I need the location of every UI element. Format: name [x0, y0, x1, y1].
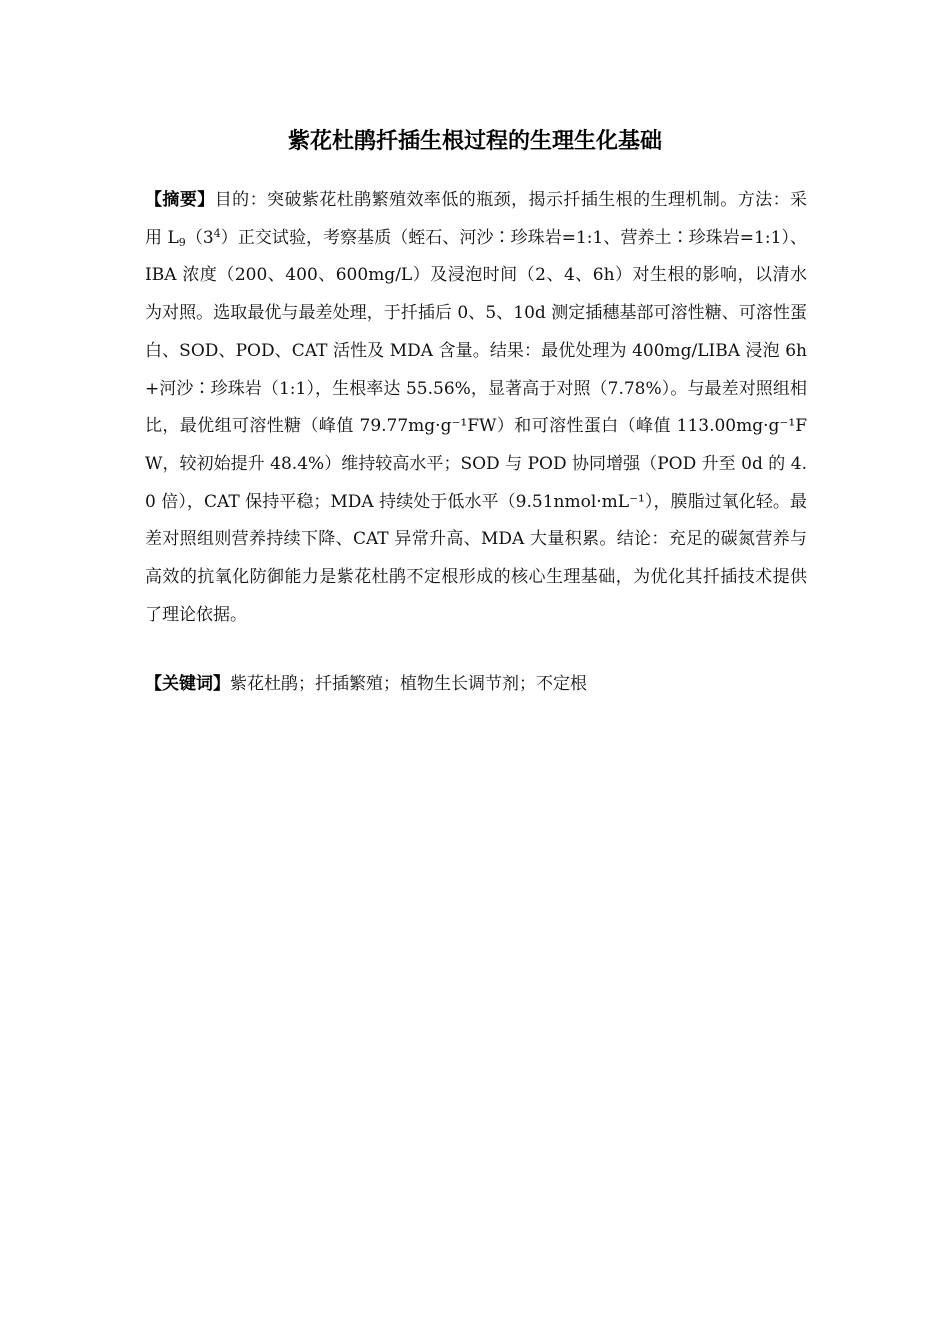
abstract-label: 【摘要】	[145, 190, 215, 210]
abstract-text-part3: ）正交试验，考察基质（蛭石、河沙∶珍珠岩=1:1、营养土∶珍珠岩=1:1）、IBA 浓度（200、400、600mg/L）及浸泡时间（2、4、6h）对生根的影响，以清水为对照。选取最优与最差处理，于扦插后 0、5、10d 测定插穗基部可溶性糖、可溶性蛋白、SOD、POD、CAT 活性及 MDA 含量。结果：最优处理为 400mg/LIBA 浸泡 6h+河沙∶珍珠岩（1:1），生根率达 55.56%，显著高于对照（7.78%）。与最差对照组相比，最优组可溶性糖（峰值 79.77mg·g⁻¹FW）和可溶性蛋白（峰值 113.00mg·g⁻¹FW，较初始提升 48.4%）维持较高水平；SOD 与 POD 协同增强（POD 升至 0d 的 4.0 倍），CAT 保持平稳；MDA 持续处于低水平（9.51nmol·mL⁻¹），膜脂过氧化轻。最差对照组则营养持续下降、CAT 异常升高、MDA 大量积累。结论：充足的碳氮营养与高效的抗氧化防御能力是紫花杜鹃不定根形成的核心生理基础，为优化其扦插技术提供了理论依据。	[145, 227, 807, 625]
abstract-text-part1: 目的：突破紫花杜鹃繁殖效率低的瓶颈，揭示扦插生根的生理机制。方法：采用 L	[145, 190, 808, 248]
orthogonal-subscript: 9	[178, 235, 186, 249]
keywords-text: 紫花杜鹃；扦插繁殖；植物生长调节剂；不定根	[230, 674, 587, 694]
abstract-text-part2: （3	[185, 227, 214, 248]
keywords-paragraph	[145, 666, 807, 704]
orthogonal-superscript: 4	[213, 226, 221, 240]
paper-title: 紫花杜鹃扦插生根过程的生理生化基础	[287, 129, 662, 154]
abstract-paragraph	[145, 182, 807, 634]
keywords-label: 【关键词】	[145, 674, 230, 694]
